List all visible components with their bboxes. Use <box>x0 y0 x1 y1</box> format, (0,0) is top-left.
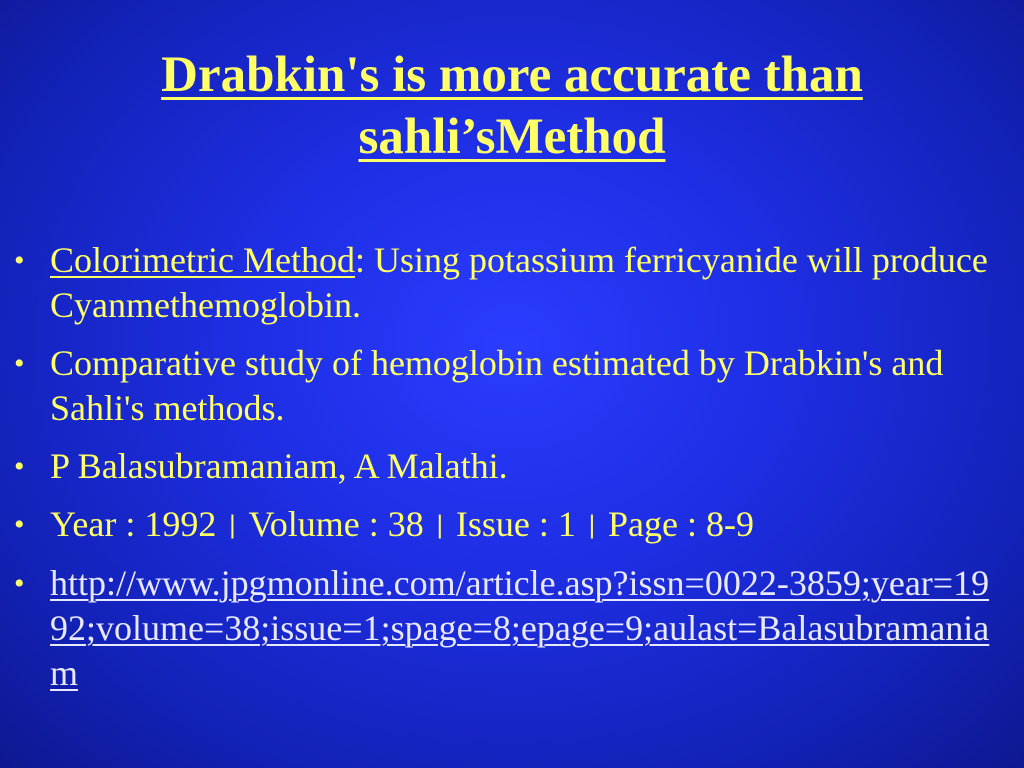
slide-title <box>0 44 1024 168</box>
citation-volume: Volume : 38 <box>248 504 424 544</box>
title-line-1 <box>0 44 1024 106</box>
citation-separator: | <box>587 511 596 539</box>
citation-page: Page : 8-9 <box>607 504 754 544</box>
bullet-icon: • <box>14 450 25 483</box>
colorimetric-method-keyword: Colorimetric Method <box>50 240 355 280</box>
bullet-item-colorimetric <box>0 238 1024 328</box>
bullet-icon: • <box>14 244 25 277</box>
citation-year: Year : 1992 <box>50 504 217 544</box>
bullet-item-citation <box>0 502 1024 548</box>
colorimetric-method-description: : Using potassium ferricyanide will produce Cyanmethemoglobin. <box>50 240 988 325</box>
citation-issue: Issue : 1 <box>455 504 576 544</box>
title-line-1-text: Drabkin's is more accurate than <box>161 47 863 103</box>
authors-text: P Balasubramaniam, A Malathi. <box>50 446 508 486</box>
title-line-2 <box>0 106 1024 168</box>
bullet-item-authors <box>0 444 1024 489</box>
title-line-2-text: sahli’sMethod <box>358 109 666 165</box>
study-title: Comparative study of hemoglobin estimated by Drabkin's and Sahli's methods. <box>50 343 944 428</box>
bullet-icon: • <box>14 508 25 541</box>
bullet-list <box>0 238 1024 709</box>
bullet-icon: • <box>14 567 25 600</box>
bullet-item-study <box>0 341 1024 431</box>
citation-separator: | <box>435 511 444 539</box>
bullet-item-link <box>0 561 1024 696</box>
citation-separator: | <box>228 511 237 539</box>
article-link[interactable]: http://www.jpgmonline.com/article.asp?issn=0022-3859;year=1992;volume=38;issue=1;spage=8;epage=9;aulast=Balasubramaniam <box>50 563 990 693</box>
bullet-icon: • <box>14 347 25 380</box>
